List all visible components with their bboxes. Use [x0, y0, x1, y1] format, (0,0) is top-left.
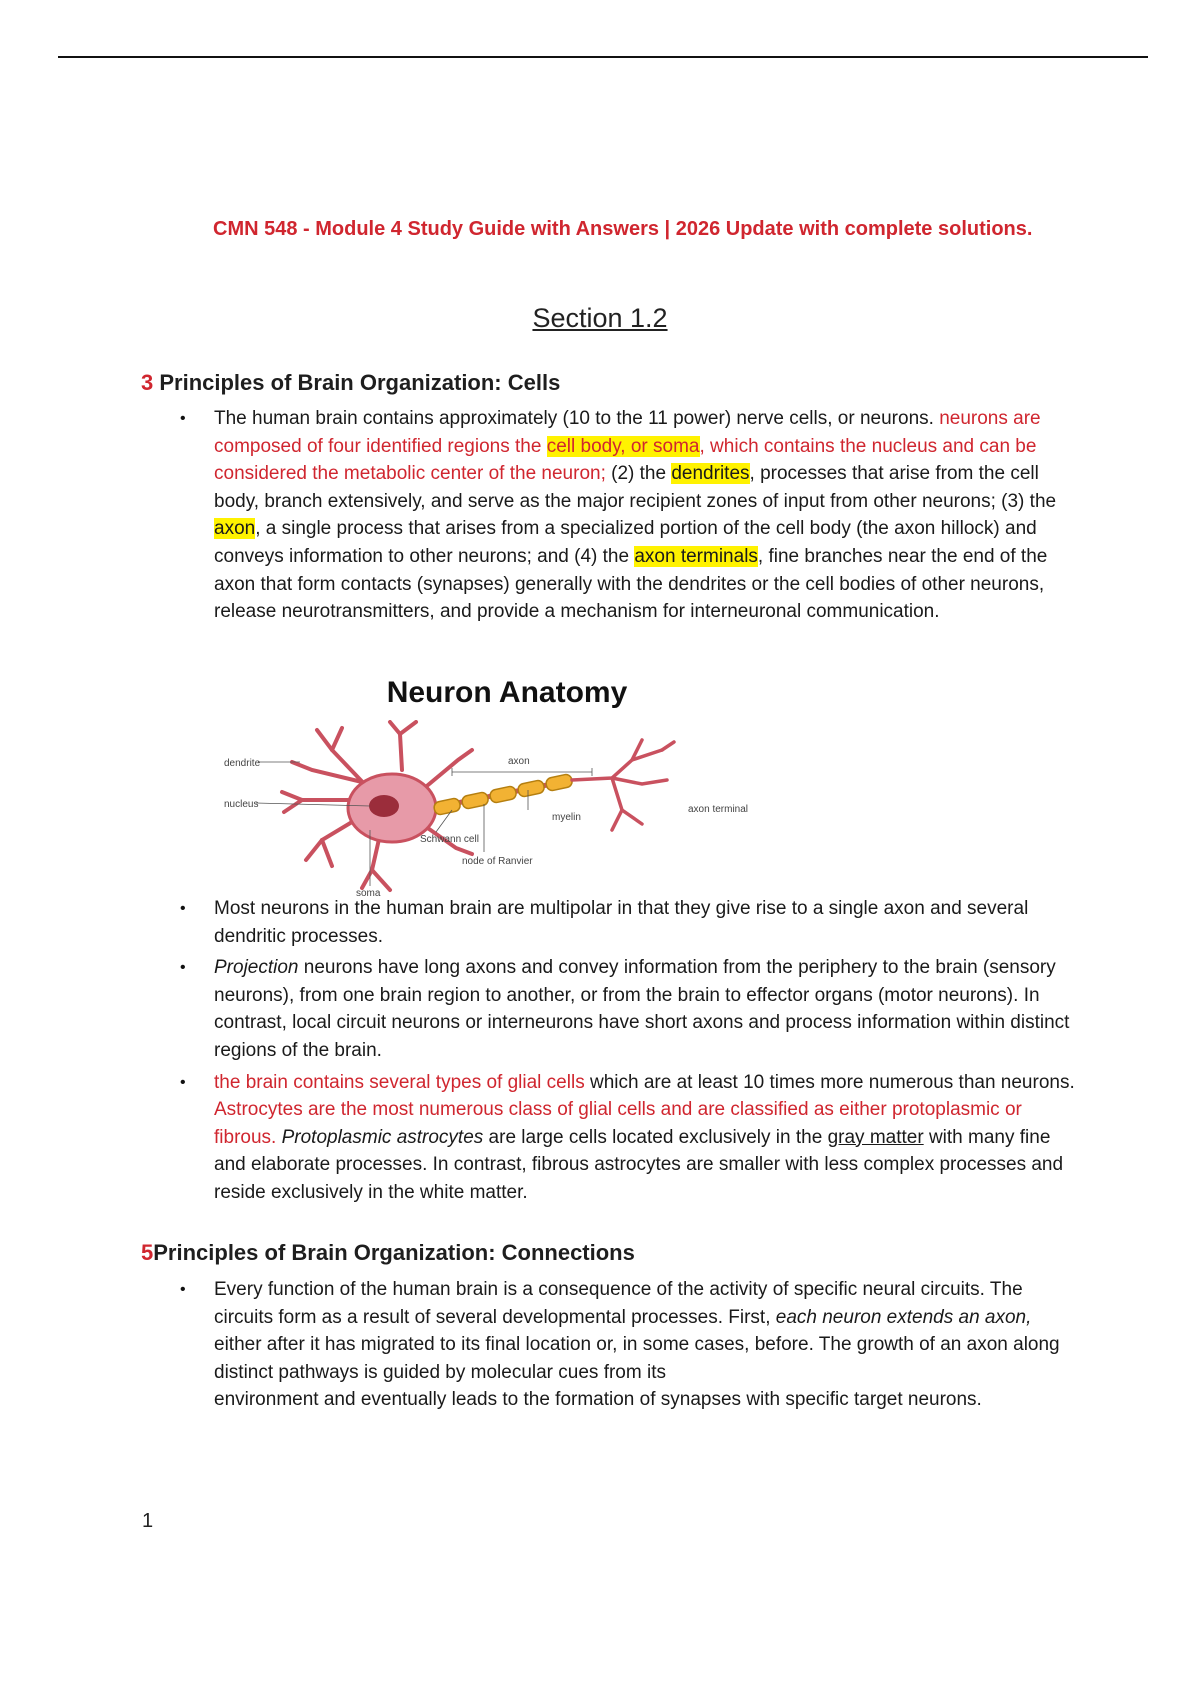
text-span: , processes that arise from the cell body, branch extensively, and serve as the major recipient zones of input from other neurons; (3) the	[214, 463, 1057, 512]
text-span: , fine branches near the end of the axon that form contacts (synapses) generally with the dendrites or the cell bodies of other neurons, release neurotransmitters, and provide a mechanism for interneuronal communication.	[214, 545, 1048, 623]
cells-bullet-4	[178, 1069, 1078, 1207]
text-span: Most neurons in the human brain are multipolar in that they give rise to a single axon and several dendritic processes.	[214, 898, 1029, 947]
highlight-axon: axon	[214, 518, 256, 540]
heading-text: Principles of Brain Organization: Connections	[153, 1240, 635, 1265]
page-number: 1	[142, 1510, 154, 1532]
bullet-dot: •	[180, 900, 186, 917]
highlight-dendrites: dendrites	[671, 463, 750, 485]
myelin-segment	[433, 797, 461, 815]
cells-bullet-1	[178, 405, 1078, 626]
neuron-diagram	[222, 720, 782, 898]
cells-bullets-lower	[178, 895, 1078, 1207]
myelin-segment	[517, 779, 545, 797]
label-schwann-cell: Schwann cell	[420, 834, 479, 845]
bullet-dot: •	[180, 959, 186, 977]
label-axon-terminal: axon terminal	[688, 804, 749, 815]
highlight-cell-body: cell body, or soma	[546, 435, 700, 457]
text-span: , which contains the nucleus and can be considered the metabolic center of the neuron;	[214, 435, 1037, 485]
heading-cells	[141, 370, 560, 396]
heading-text: Principles of Brain Organization: Cells	[153, 370, 561, 395]
text-span: with many fine and elaborate processes. In contrast, fibrous astrocytes are smaller with less complex processes and reside exclusively in the white matter.	[214, 1126, 1064, 1203]
top-rule	[58, 56, 1148, 58]
heading-number: 5	[141, 1240, 154, 1265]
text-span: Astrocytes are the most numerous class of glial cells and are classified as either protoplasmic or fibrous.	[214, 1099, 1022, 1148]
figure-title: Neuron Anatomy	[386, 676, 628, 709]
text-span: are large cells located exclusively in the	[483, 1126, 828, 1148]
label-axon: axon	[508, 756, 530, 767]
bullet-dot: •	[180, 1073, 186, 1091]
highlight-axon-terminals: axon terminals	[634, 545, 758, 567]
text-span: Every function of the human brain is a consequence of the activity of specific neural circuits. The circuits form as a result of several developmental processes. First,	[214, 1279, 1023, 1328]
text-span: the brain contains several types of glial cells	[214, 1071, 585, 1093]
text-span: each neuron extends an axon,	[775, 1306, 1032, 1328]
document-title: CMN 548 - Module 4 Study Guide with Answers | 2026 Update with complete solutions.	[213, 218, 1033, 240]
heading-connections	[141, 1240, 635, 1266]
text-span: (2) the	[605, 463, 672, 485]
underlined-gray-matter: gray matter	[827, 1126, 924, 1148]
text-span: either after it has migrated to its final location or, in some cases, before. The growth of an axon along distinct pathways is guided by molecular cues from its	[214, 1334, 1060, 1383]
neuron-anatomy-figure	[222, 676, 782, 898]
myelin-segment	[489, 785, 517, 803]
label-nucleus: nucleus	[224, 799, 259, 810]
connections-bullet-1	[178, 1276, 1078, 1414]
label-dendrite: dendrite	[224, 758, 261, 769]
myelin-segment	[461, 791, 489, 809]
label-myelin: myelin	[552, 812, 581, 823]
nucleus-shape	[369, 795, 399, 817]
text-span: , a single process that arises from a specialized portion of the cell body (the axon hillock) and conveys information to other neurons; and (4) the	[214, 518, 1037, 567]
myelin-segment	[545, 773, 573, 791]
text-span: which are at least 10 times more numerous than neurons.	[584, 1071, 1075, 1093]
text-span: The human brain contains approximately (10 to the 11 power) nerve cells, or neurons.	[214, 408, 934, 429]
cells-bullet-2	[178, 895, 1078, 950]
section-heading: Section 1.2	[532, 303, 668, 333]
text-span: neurons have long axons and convey information from the periphery to the brain (sensory neurons), from one brain region to another, or from the brain to effector organs (motor neurons). In contrast, local circuit neurons or interneurons have short axons and process information within distinct regions of the brain.	[214, 957, 1070, 1061]
bullet-dot: •	[180, 1281, 186, 1298]
bullet-dot: •	[180, 410, 186, 427]
myelin-segments	[433, 773, 573, 815]
cells-bullet-3	[178, 954, 1078, 1064]
axon-terminal-branches	[572, 740, 674, 830]
text-span: environment and eventually leads to the formation of synapses with specific target neurons.	[214, 1389, 982, 1411]
text-span: Projection	[214, 957, 299, 979]
heading-number: 3	[141, 370, 154, 395]
text-span: neurons are composed of four identified regions the	[214, 408, 1041, 457]
label-soma: soma	[356, 888, 381, 898]
text-span: Protoplasmic astrocytes	[281, 1126, 484, 1148]
label-node-of-ranvier: node of Ranvier	[462, 856, 533, 867]
